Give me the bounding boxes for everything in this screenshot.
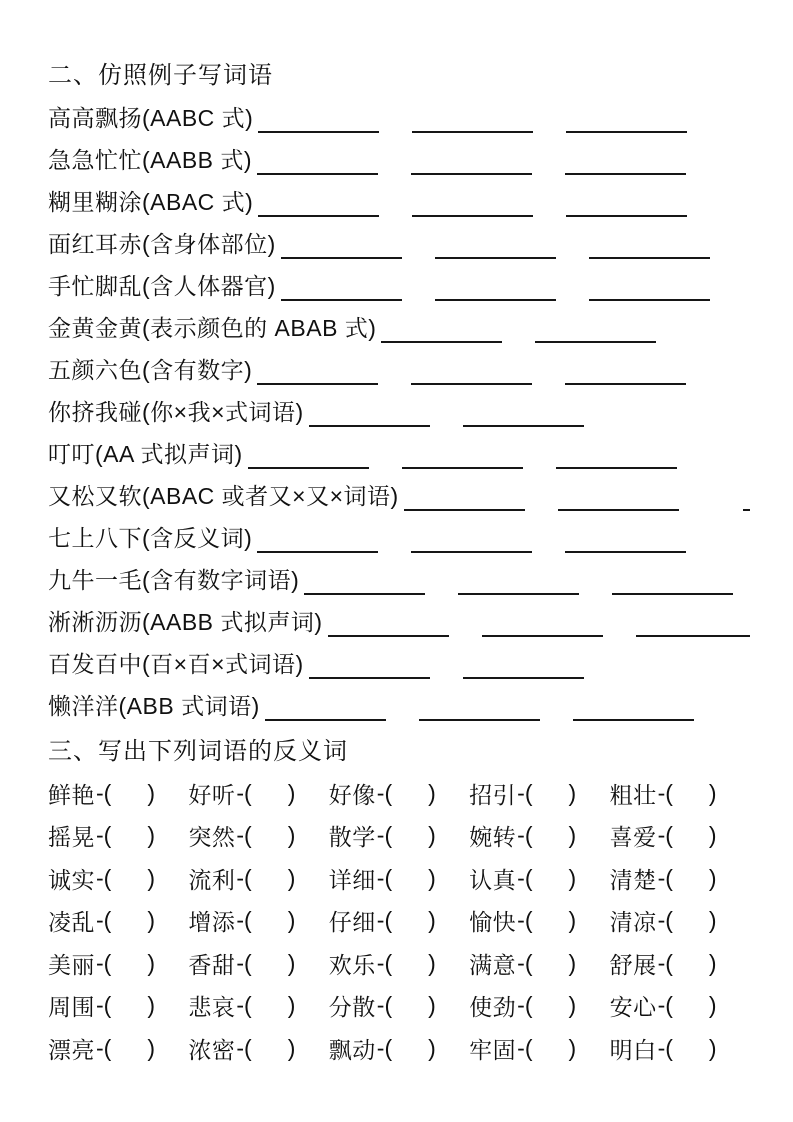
answer-paren-gap [673,793,709,794]
word-pattern-row [48,94,750,136]
antonym-word: 浓密 [188,1036,236,1063]
antonym-separator: -( [236,907,252,934]
word-pattern-label: 又松又软(ABAC 或者又×又×词语) [48,483,399,509]
antonym-word: 认真 [469,866,517,893]
antonym-cell [188,947,328,980]
antonym-separator: -( [96,949,112,976]
word-pattern-row [48,514,750,556]
antonym-word: 散学 [328,824,376,851]
answer-blank-line [589,227,710,259]
word-pattern-label: 懒洋洋(ABB 式词语) [48,693,260,719]
antonym-cell [188,862,328,895]
antonym-close-paren: ) [428,864,436,891]
antonym-word: 增添 [188,909,236,936]
answer-blank-line [257,353,378,385]
antonym-separator: -( [517,907,533,934]
antonym-separator: -( [657,1034,673,1061]
antonym-close-paren: ) [147,822,155,849]
antonym-cell [329,862,469,895]
antonym-word: 流利 [188,866,236,893]
answer-blank-line [435,269,556,301]
antonym-word: 飘动 [328,1036,376,1063]
answer-blank-line [412,101,533,133]
answer-paren-gap [111,835,147,836]
worksheet-page [48,50,750,1070]
antonym-separator: -( [236,822,252,849]
answer-blank-line [381,311,502,343]
answer-paren-gap [673,835,709,836]
answer-paren-gap [533,835,569,836]
antonym-word: 美丽 [48,951,95,978]
answer-blank-line [258,185,379,217]
answer-paren-gap [111,1048,147,1049]
antonym-word: 舒展 [609,951,657,978]
antonym-close-paren: ) [708,779,717,806]
answer-paren-gap [111,793,147,794]
word-pattern-label: 面红耳赤(含身体部位) [48,231,276,257]
antonym-cell [188,989,328,1022]
antonym-close-paren: ) [428,822,436,849]
antonym-word: 安心 [609,994,657,1021]
answer-paren-gap [673,1005,709,1006]
answer-paren-gap [111,1005,147,1006]
answer-paren-gap [252,963,288,964]
antonym-separator: -( [376,864,393,891]
antonym-close-paren: ) [287,779,296,806]
answer-paren-gap [673,920,709,921]
antonym-row [48,985,750,1028]
antonym-separator: -( [517,992,533,1019]
answer-paren-gap [392,793,428,794]
answer-blank-line [304,563,425,595]
antonym-cell [48,947,188,980]
antonym-word: 凌乱 [48,909,95,936]
answer-paren-gap [252,878,288,879]
answer-blank-line [573,689,694,721]
antonym-separator: -( [96,822,112,849]
answer-blank-line [565,353,686,385]
antonym-word: 漂亮 [48,1036,95,1063]
answer-paren-gap [673,1048,709,1049]
antonym-cell [329,947,469,980]
antonym-separator: -( [517,864,533,891]
word-pattern-label: 五颜六色(含有数字) [48,357,253,383]
antonym-word: 突然 [188,824,236,851]
antonym-word: 鲜艳 [48,781,95,808]
antonym-cell [188,819,328,852]
antonym-word: 招引 [469,781,517,808]
antonym-separator: -( [376,822,393,849]
antonym-close-paren: ) [287,992,296,1019]
antonym-separator: -( [236,1034,252,1061]
antonym-close-paren: ) [287,822,296,849]
antonym-cell [48,989,188,1022]
antonym-word: 婉转 [469,824,517,851]
answer-paren-gap [252,1005,288,1006]
antonym-word: 仔细 [328,909,376,936]
answer-paren-gap [533,793,569,794]
antonym-word: 分散 [328,994,376,1021]
antonym-word: 悲哀 [188,994,236,1021]
antonym-word: 清凉 [609,909,657,936]
answer-blank-line [328,605,449,637]
answer-paren-gap [111,920,147,921]
answer-blank-line [535,311,656,343]
answer-blank-line [411,143,532,175]
antonym-separator: -( [657,992,673,1019]
answer-paren-gap [533,1048,569,1049]
antonym-cell [469,989,609,1022]
antonym-close-paren: ) [708,992,717,1019]
word-pattern-label: 急急忙忙(AABB 式) [48,147,253,173]
antonym-close-paren: ) [708,822,717,849]
antonym-word: 粗壮 [609,781,657,808]
answer-blank-line [257,143,378,175]
antonym-separator: -( [657,822,673,849]
antonym-cell [329,989,469,1022]
word-pattern-label: 淅淅沥沥(AABB 式拟声词) [48,609,323,635]
antonym-separator: -( [517,949,533,976]
answer-blank-line [309,647,430,679]
answer-blank-line [248,437,369,469]
antonym-close-paren: ) [428,949,436,976]
answer-paren-gap [252,1048,288,1049]
word-pattern-label: 百发百中(百×百×式词语) [48,651,304,677]
answer-paren-gap [673,878,709,879]
antonym-separator: -( [236,779,252,806]
answer-blank-line [309,395,430,427]
answer-blank-line [412,185,533,217]
word-pattern-row [48,640,750,682]
antonym-separator: -( [376,1034,393,1061]
antonym-separator: -( [517,1034,533,1061]
answer-blank-line [565,143,686,175]
antonym-close-paren: ) [287,907,296,934]
word-pattern-row [48,262,750,304]
antonym-separator: -( [376,779,393,806]
word-pattern-label: 高高飘扬(AABC 式) [48,105,254,131]
antonym-cell [469,862,609,895]
antonym-separator: -( [236,992,252,1019]
antonym-cell [48,777,188,810]
antonym-cell [48,862,188,895]
word-pattern-row [48,178,750,220]
word-pattern-row [48,304,750,346]
word-pattern-row [48,430,750,472]
antonym-cell [469,777,609,810]
word-pattern-row [48,220,750,262]
answer-blank-line [589,269,710,301]
answer-blank-line [458,563,579,595]
section-two-heading: 二、仿照例子写词语 [48,61,273,89]
antonym-cell [329,777,469,810]
antonym-close-paren: ) [428,907,436,934]
answer-blank-line [482,605,603,637]
antonym-word: 清楚 [609,866,657,893]
antonym-word: 好像 [328,781,376,808]
antonym-cell [469,904,609,937]
answer-blank-line [411,353,532,385]
antonym-separator: -( [96,864,112,891]
antonym-cell [469,819,609,852]
antonym-close-paren: ) [708,907,717,934]
antonym-separator: -( [657,949,673,976]
antonym-cell [610,904,750,937]
antonym-cell [329,819,469,852]
antonym-close-paren: ) [147,949,155,976]
antonym-close-paren: ) [568,949,577,976]
antonym-separator: -( [376,907,393,934]
answer-blank-line [636,605,750,637]
antonym-close-paren: ) [287,1034,296,1061]
antonym-close-paren: ) [147,907,155,934]
word-pattern-label: 手忙脚乱(含人体器官) [48,273,276,299]
antonym-close-paren: ) [428,779,436,806]
answer-blank-line [402,437,523,469]
antonym-close-paren: ) [708,949,717,976]
word-pattern-label: 糊里糊涂(ABAC 式) [48,189,254,215]
answer-blank-line [281,227,402,259]
antonym-cell [610,777,750,810]
antonym-word: 明白 [609,1036,657,1063]
answer-paren-gap [392,1005,428,1006]
antonym-separator: -( [96,1034,112,1061]
answer-paren-gap [392,835,428,836]
antonym-close-paren: ) [708,864,717,891]
antonym-close-paren: ) [147,992,155,1019]
antonym-word: 摇晃 [48,824,95,851]
answer-paren-gap [533,920,569,921]
answer-paren-gap [392,878,428,879]
antonym-separator: -( [236,949,252,976]
word-pattern-row [48,556,750,598]
section-three-heading: 三、写出下列词语的反义词 [48,737,348,765]
antonym-close-paren: ) [568,864,577,891]
answer-blank-line [411,521,532,553]
antonym-separator: -( [517,822,533,849]
answer-blank-line [556,437,677,469]
antonym-separator: -( [236,864,252,891]
antonym-separator: -( [96,907,112,934]
antonym-cell [188,1032,328,1065]
antonym-word: 愉快 [469,909,517,936]
word-pattern-label: 七上八下(含反义词) [48,525,253,551]
antonym-cell [610,819,750,852]
antonym-close-paren: ) [568,992,577,1019]
word-pattern-row [48,136,750,178]
answer-paren-gap [252,835,288,836]
antonym-row [48,1027,750,1070]
antonym-close-paren: ) [568,779,577,806]
word-pattern-label: 你挤我碰(你×我×式词语) [48,399,304,425]
antonym-grid [48,772,750,1070]
answer-paren-gap [392,963,428,964]
antonym-word: 香甜 [188,951,236,978]
antonym-cell [329,904,469,937]
antonym-cell [469,947,609,980]
antonym-close-paren: ) [287,864,296,891]
answer-paren-gap [533,878,569,879]
answer-blank-line [463,395,584,427]
antonym-word: 使劲 [469,994,517,1021]
antonym-row [48,942,750,985]
antonym-cell [188,904,328,937]
antonym-separator: -( [96,779,112,806]
antonym-close-paren: ) [568,822,577,849]
answer-blank-line [566,101,687,133]
antonym-close-paren: ) [568,1034,577,1061]
answer-paren-gap [111,878,147,879]
word-pattern-row [48,346,750,388]
answer-paren-gap [533,963,569,964]
antonym-cell [610,862,750,895]
answer-blank-line [258,101,379,133]
antonym-word: 喜爱 [609,824,657,851]
answer-paren-gap [392,1048,428,1049]
word-pattern-row [48,598,750,640]
antonym-close-paren: ) [708,1034,717,1061]
antonym-word: 满意 [469,951,517,978]
antonym-row [48,815,750,858]
antonym-row [48,857,750,900]
word-pattern-row [48,682,750,724]
antonym-cell [610,947,750,980]
word-pattern-row [48,472,750,514]
antonym-cell [48,819,188,852]
antonym-row [48,900,750,943]
antonym-separator: -( [517,779,533,806]
antonym-cell [469,1032,609,1065]
antonym-word: 周围 [48,994,95,1021]
antonym-separator: -( [657,864,673,891]
answer-paren-gap [252,920,288,921]
answer-blank-line [566,185,687,217]
antonym-row [48,772,750,815]
answer-blank-line [463,647,584,679]
answer-blank-line [419,689,540,721]
word-pattern-label: 九牛一毛(含有数字词语) [48,567,300,593]
antonym-cell [188,777,328,810]
answer-paren-gap [111,963,147,964]
antonym-cell [610,989,750,1022]
answer-paren-gap [533,1005,569,1006]
antonym-close-paren: ) [428,1034,436,1061]
antonym-cell [48,1032,188,1065]
word-pattern-label: 叮叮(AA 式拟声词) [48,441,243,467]
word-pattern-label: 金黄金黄(表示颜色的 ABAB 式) [48,315,377,341]
word-pattern-row [48,388,750,430]
answer-blank-line [558,479,679,511]
antonym-cell [329,1032,469,1065]
antonym-separator: -( [96,992,112,1019]
antonym-word: 诚实 [48,866,95,893]
antonym-cell [48,904,188,937]
antonym-close-paren: ) [428,992,436,1019]
antonym-close-paren: ) [147,779,155,806]
antonym-word: 好听 [188,781,236,808]
antonym-close-paren: ) [147,864,155,891]
antonym-separator: -( [657,779,673,806]
antonym-close-paren: ) [287,949,296,976]
answer-paren-gap [252,793,288,794]
answer-blank-line [565,521,686,553]
answer-blank-line [435,227,556,259]
antonym-cell [610,1032,750,1065]
answer-paren-gap [673,963,709,964]
answer-blank-line [743,479,750,511]
antonym-separator: -( [376,949,393,976]
antonym-close-paren: ) [568,907,577,934]
answer-blank-line [257,521,378,553]
answer-blank-line [612,563,733,595]
antonym-separator: -( [657,907,673,934]
answer-blank-line [281,269,402,301]
antonym-close-paren: ) [147,1034,155,1061]
answer-paren-gap [392,920,428,921]
antonym-word: 牢固 [469,1036,517,1063]
antonym-separator: -( [376,992,393,1019]
antonym-word: 欢乐 [328,951,376,978]
word-pattern-list [48,94,750,724]
answer-blank-line [265,689,386,721]
antonym-word: 详细 [328,866,376,893]
answer-blank-line [404,479,525,511]
